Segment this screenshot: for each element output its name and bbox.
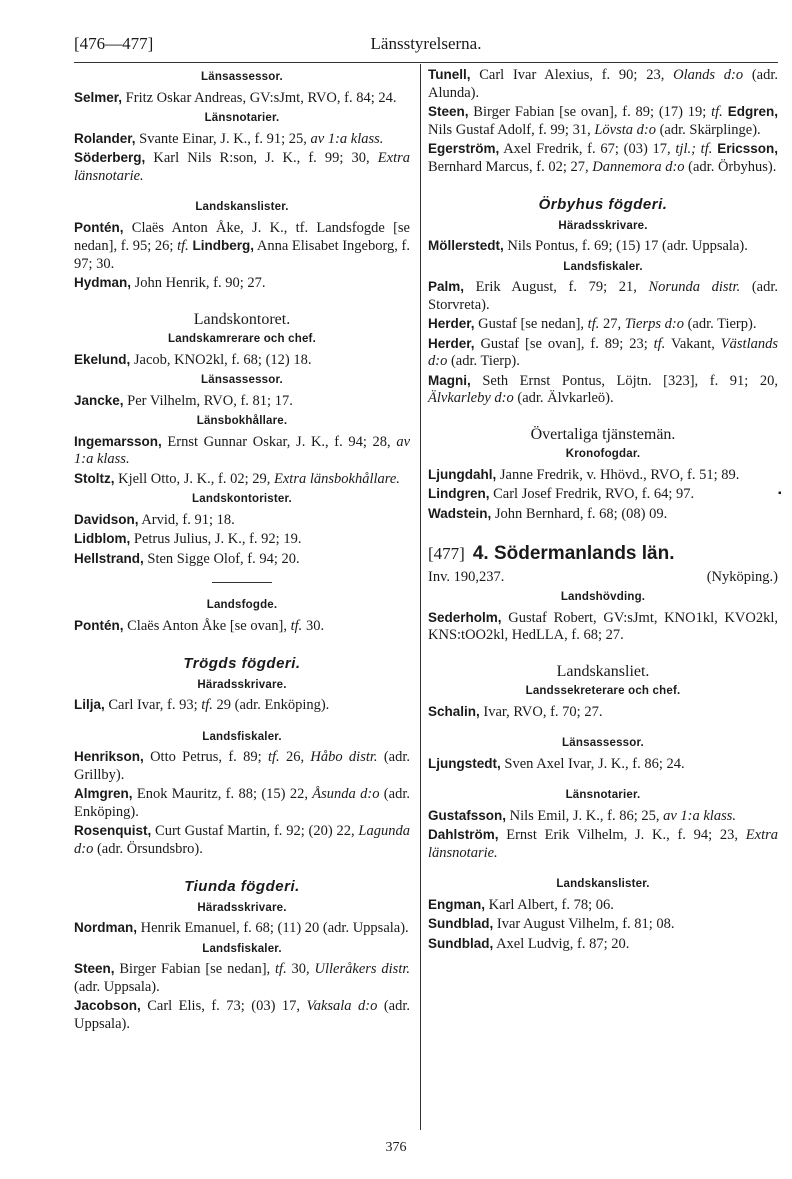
person-surname: Steen, bbox=[74, 961, 115, 976]
section-heading: Landskamrerare och chef. bbox=[168, 333, 316, 345]
entry-text: (adr. Skärplinge). bbox=[655, 121, 761, 138]
person-entry bbox=[428, 335, 778, 371]
left-column bbox=[74, 66, 410, 1034]
section-heading: Häradsskrivare. bbox=[558, 219, 648, 232]
spacer bbox=[74, 716, 410, 726]
entry-text: John Henrik, f. 90; 27. bbox=[131, 275, 266, 291]
entry-italic: Extra länsbokhållare. bbox=[274, 470, 400, 487]
person-surname: Wadstein, bbox=[428, 505, 492, 521]
person-surname: Nordman, bbox=[74, 920, 138, 935]
person-entry bbox=[74, 130, 410, 149]
district-heading: Örbyhus fögderi. bbox=[538, 196, 668, 213]
person-surname: Tunell, bbox=[428, 67, 471, 82]
running-title: Länsstyrelserna. bbox=[370, 34, 482, 53]
section-heading: Länsassessor. bbox=[562, 737, 644, 749]
entry-text: Carl Ivar, f. 93; bbox=[104, 697, 202, 713]
person-entry bbox=[74, 274, 410, 293]
entry-text: Kjell Otto, J. K., f. 02; 29, bbox=[114, 470, 274, 487]
entry-italic: Lövsta d:o bbox=[594, 121, 656, 138]
entry-text: (adr. Alunda). bbox=[428, 67, 778, 101]
entry-text: Claës Anton Åke, J. K., tf. Landsfogde [se nedan], f. 95; 26; bbox=[74, 219, 410, 254]
person-entry bbox=[74, 149, 410, 185]
entry-text: Otto Petrus, f. 89; bbox=[143, 749, 268, 765]
entry-text: Claës Anton Åke [se ovan], bbox=[123, 617, 291, 634]
entry-text: Vakant, bbox=[665, 335, 721, 352]
entry-text: Axel Fredrik, f. 67; (03) 17, bbox=[499, 141, 676, 157]
person-surname: Lilja, bbox=[74, 697, 105, 712]
person-entry bbox=[428, 807, 778, 826]
person-surname: Selmer, bbox=[74, 89, 123, 105]
section-heading: Landshövding. bbox=[560, 591, 646, 603]
entry-italic: av 1:a klass. bbox=[74, 433, 410, 467]
entry-text: Ernst Erik Vilhelm, J. K., f. 94; 23, bbox=[498, 827, 746, 843]
county-heading bbox=[428, 545, 778, 563]
entry-text: (adr. Grillby). bbox=[74, 749, 411, 783]
entry-text: Sten Sigge Olof, f. 94; 20. bbox=[143, 550, 300, 567]
person-entry bbox=[74, 511, 410, 530]
right-column bbox=[428, 66, 778, 954]
section-heading: Häradsskrivare. bbox=[197, 678, 287, 691]
person-entry bbox=[74, 822, 410, 858]
entry-text: 30, bbox=[286, 961, 315, 977]
entry-italic: tjl.; tf. bbox=[675, 141, 713, 157]
person-entry bbox=[74, 997, 410, 1033]
section-heading: Länsassessor. bbox=[201, 71, 283, 83]
person-surname: Herder, bbox=[428, 335, 475, 351]
person-surname: Sundblad, bbox=[428, 935, 494, 951]
spacer bbox=[428, 863, 778, 873]
person-surname: Edgren, bbox=[722, 104, 778, 119]
entry-italic: Ulleråkers distr. bbox=[314, 961, 411, 977]
person-entry bbox=[428, 505, 778, 524]
person-surname: Egerström, bbox=[428, 141, 500, 156]
person-surname: Rolander, bbox=[74, 130, 136, 146]
entry-text: Seth Ernst Pontus, Löjtn. [323], f. 91; 20, bbox=[470, 372, 778, 389]
person-surname: Ericsson, bbox=[712, 141, 778, 156]
person-entry bbox=[74, 550, 410, 569]
person-entry bbox=[428, 609, 778, 645]
entry-text: (adr. Örsundsbro). bbox=[93, 840, 203, 857]
county-title: 4. Södermanlands län. bbox=[472, 543, 675, 564]
entry-text: Henrik Emanuel, f. 68; (11) 20 (adr. Uppsala). bbox=[137, 920, 409, 936]
person-surname: Ingemarsson, bbox=[74, 433, 162, 449]
person-entry bbox=[428, 896, 778, 915]
entry-text: (adr. Tierp). bbox=[683, 316, 757, 332]
entry-italic: tf. bbox=[275, 961, 287, 977]
person-entry bbox=[74, 470, 410, 489]
person-surname: Herder, bbox=[428, 316, 475, 331]
person-surname: Jancke, bbox=[74, 392, 124, 408]
entry-italic: tf. bbox=[201, 697, 213, 713]
entry-text: Jacob, KNO2kl, f. 68; (12) 18. bbox=[130, 351, 312, 368]
person-entry bbox=[428, 935, 778, 954]
entry-italic: tf. bbox=[177, 238, 189, 254]
entry-text: Sven Axel Ivar, J. K., f. 86; 24. bbox=[500, 755, 685, 772]
entry-text: Carl Elis, f. 73; (03) 17, bbox=[140, 998, 307, 1014]
running-header bbox=[74, 34, 778, 60]
person-entry bbox=[428, 237, 778, 256]
entry-text: (adr. Storvreta). bbox=[428, 279, 778, 313]
entry-text: Birger Fabian [se ovan], f. 89; (17) 19; bbox=[468, 104, 712, 120]
person-surname: Dahlström, bbox=[428, 827, 499, 842]
page-number: 376 bbox=[385, 1140, 407, 1155]
entry-text: Erik August, f. 79; 21, bbox=[464, 279, 649, 295]
person-entry bbox=[428, 755, 778, 774]
entry-italic: Norunda distr. bbox=[648, 279, 741, 295]
section-heading: Länsbokhållare. bbox=[196, 415, 288, 427]
person-surname: Möllerstedt, bbox=[428, 238, 504, 253]
entry-italic: Dannemora d:o bbox=[592, 158, 685, 175]
person-surname: Lidblom, bbox=[74, 531, 131, 546]
entry-text: Curt Gustaf Martin, f. 92; (20) 22, bbox=[151, 823, 359, 839]
person-entry bbox=[428, 915, 778, 934]
entry-text: Janne Fredrik, v. Hhövd., RVO, f. 51; 89. bbox=[496, 466, 740, 483]
entry-text: Anna Elisabet Ingeborg, f. 97; 30. bbox=[74, 238, 411, 272]
person-surname: Gustafsson, bbox=[428, 807, 507, 823]
person-surname: Ljungstedt, bbox=[428, 755, 501, 771]
section-heading: Häradsskrivare. bbox=[197, 901, 287, 914]
entry-text: Enok Mauritz, f. 88; (15) 22, bbox=[132, 786, 313, 802]
person-entry bbox=[428, 826, 778, 862]
person-surname: Davidson, bbox=[74, 511, 139, 527]
population-line bbox=[428, 569, 778, 587]
entry-text: (adr. Örbyhus). bbox=[684, 158, 777, 175]
section-heading: Kronofogdar. bbox=[565, 448, 641, 460]
entry-text: (adr. Tierp). bbox=[447, 353, 520, 369]
entry-text: Arvid, f. 91; 18. bbox=[138, 511, 235, 528]
person-entry bbox=[74, 617, 410, 636]
section-heading: Landssekreterare och chef. bbox=[525, 685, 681, 697]
spacer bbox=[428, 774, 778, 784]
entry-text: Karl Nils R:son, J. K., f. 99; 30, bbox=[145, 150, 378, 166]
person-surname: Lindberg, bbox=[188, 238, 255, 253]
person-entry bbox=[74, 919, 410, 938]
person-entry bbox=[428, 103, 778, 139]
person-entry bbox=[74, 351, 410, 370]
person-surname: Sundblad, bbox=[428, 916, 494, 931]
entry-text: (adr. Älvkarleö). bbox=[513, 390, 614, 406]
person-entry bbox=[74, 433, 410, 469]
entry-text: 26, bbox=[279, 749, 311, 765]
office-heading: Övertaliga tjänstemän. bbox=[530, 425, 676, 443]
entry-text: Gustaf [se nedan], bbox=[474, 316, 588, 332]
person-entry bbox=[74, 785, 410, 821]
person-entry bbox=[74, 748, 410, 784]
person-surname: Pontén, bbox=[74, 219, 124, 235]
county-page-ref: [477] bbox=[428, 544, 465, 563]
person-surname: Ekelund, bbox=[74, 351, 131, 367]
entry-text: Fritz Oskar Andreas, GV:sJmt, RVO, f. 84; 24. bbox=[122, 89, 397, 106]
margin-dot: ▪ bbox=[778, 488, 782, 499]
section-rule bbox=[212, 582, 272, 583]
entry-text: (adr. Enköping). bbox=[74, 786, 410, 820]
entry-italic: Västlands d:o bbox=[428, 335, 778, 369]
person-surname: Ljungdahl, bbox=[428, 466, 497, 482]
person-surname: Jacobson, bbox=[74, 998, 141, 1013]
entry-italic: Lagunda d:o bbox=[74, 823, 410, 857]
header-rule bbox=[74, 62, 778, 63]
entry-text: 30. bbox=[302, 617, 325, 634]
person-surname: Almgren, bbox=[74, 786, 133, 801]
entry-italic: tf. bbox=[711, 104, 723, 120]
spacer bbox=[74, 186, 410, 196]
person-surname: Sederholm, bbox=[428, 609, 502, 625]
section-heading: Länsassessor. bbox=[201, 374, 283, 386]
person-entry bbox=[428, 372, 778, 408]
person-surname: Rosenquist, bbox=[74, 823, 152, 838]
entry-text: Birger Fabian [se nedan], bbox=[114, 961, 276, 977]
entry-text: Ivar, RVO, f. 70; 27. bbox=[479, 703, 603, 720]
entry-text: John Bernhard, f. 68; (08) 09. bbox=[491, 505, 668, 522]
person-entry bbox=[428, 703, 778, 722]
person-surname: Hydman, bbox=[74, 275, 132, 290]
entry-italic: Älvkarleby d:o bbox=[428, 390, 514, 406]
entry-text: Gustaf [se ovan], f. 89; 23; bbox=[474, 335, 654, 352]
person-surname: Söderberg, bbox=[74, 150, 146, 165]
column-divider bbox=[420, 64, 421, 1130]
entry-text: Carl Josef Fredrik, RVO, f. 64; 97. bbox=[489, 486, 695, 502]
person-surname: Lindgren, bbox=[428, 486, 490, 501]
person-surname: Hellstrand, bbox=[74, 550, 144, 566]
person-surname: Schalin, bbox=[428, 703, 480, 719]
section-heading: Landsfiskaler. bbox=[202, 730, 282, 743]
section-heading: Landskanslister. bbox=[195, 201, 289, 213]
entry-italic: Tierps d:o bbox=[624, 316, 684, 332]
entry-text: Gustaf Robert, GV:sJmt, KNO1kl, KVO2kl, KNS:tOO2kl, HedLLA, f. 68; 27. bbox=[428, 609, 778, 643]
section-heading: Landskanslister. bbox=[556, 878, 650, 890]
population: Inv. 190,237. bbox=[428, 568, 505, 585]
person-entry bbox=[74, 392, 410, 411]
section-heading: Länsnotarier. bbox=[204, 112, 280, 124]
section-heading: Landsfiskaler. bbox=[563, 260, 643, 273]
entry-text: 29 (adr. Enköping). bbox=[212, 697, 330, 713]
district-heading: Trögds fögderi. bbox=[183, 655, 301, 672]
section-heading: Landsfiskaler. bbox=[202, 942, 282, 955]
office-heading: Landskontoret. bbox=[193, 310, 291, 328]
person-surname: Steen, bbox=[428, 104, 469, 119]
person-entry bbox=[74, 960, 410, 996]
county-seat: (Nyköping.) bbox=[706, 568, 778, 585]
entry-italic: tf. bbox=[290, 617, 303, 634]
spacer bbox=[428, 722, 778, 732]
entry-italic: Extra länsnotarie. bbox=[74, 150, 410, 184]
entry-text: Bernhard Marcus, f. 02; 27, bbox=[428, 158, 593, 175]
person-surname: Palm, bbox=[428, 279, 465, 294]
section-heading: Länsnotarier. bbox=[565, 789, 641, 801]
person-entry bbox=[428, 485, 778, 504]
person-entry bbox=[428, 66, 778, 102]
entry-text: Nils Gustaf Adolf, f. 99; 31, bbox=[428, 121, 595, 138]
person-surname: Henrikson, bbox=[74, 749, 144, 764]
entry-italic: tf. bbox=[653, 335, 666, 352]
entry-italic: Håbo distr. bbox=[310, 749, 378, 765]
entry-text: Karl Albert, f. 78; 06. bbox=[485, 896, 614, 913]
entry-text: Per Vilhelm, RVO, f. 81; 17. bbox=[123, 392, 293, 409]
person-entry bbox=[74, 89, 410, 108]
page-reference: [476—477] bbox=[74, 34, 154, 53]
entry-italic: av 1:a klass. bbox=[663, 807, 736, 824]
district-heading: Tiunda fögderi. bbox=[184, 878, 300, 895]
person-entry bbox=[428, 466, 778, 485]
entry-text: Ivar August Vilhelm, f. 81; 08. bbox=[493, 916, 675, 932]
entry-text: Svante Einar, J. K., f. 91; 25, bbox=[135, 130, 311, 147]
entry-italic: tf. bbox=[587, 316, 600, 332]
person-entry bbox=[428, 278, 778, 314]
section-heading: Landskontorister. bbox=[192, 493, 292, 505]
entry-italic: Extra länsnotarie. bbox=[428, 827, 778, 861]
person-surname: Magni, bbox=[428, 372, 471, 388]
entry-italic: Vaksala d:o bbox=[306, 998, 378, 1014]
person-entry bbox=[428, 140, 778, 176]
person-entry bbox=[428, 315, 778, 334]
entry-italic: Olands d:o bbox=[673, 67, 744, 83]
person-surname: Engman, bbox=[428, 896, 486, 912]
entry-text: Carl Ivar Alexius, f. 90; 23, bbox=[470, 67, 674, 83]
entry-text: (adr. Uppsala). bbox=[74, 978, 160, 995]
entry-text: Nils Emil, J. K., f. 86; 25, bbox=[506, 807, 664, 824]
entry-text: Nils Pontus, f. 69; (15) 17 (adr. Uppsala). bbox=[503, 238, 748, 254]
entry-text: Ernst Gunnar Oskar, J. K., f. 94; 28, bbox=[161, 433, 397, 450]
person-entry bbox=[74, 696, 410, 715]
person-entry bbox=[74, 530, 410, 549]
section-heading: Landsfogde. bbox=[206, 599, 278, 611]
entry-text: Axel Ludvig, f. 87; 20. bbox=[493, 935, 630, 952]
entry-italic: av 1:a klass. bbox=[310, 130, 384, 147]
office-heading: Landskansliet. bbox=[556, 662, 650, 680]
entry-text: Petrus Julius, J. K., f. 92; 19. bbox=[130, 531, 302, 547]
person-entry bbox=[74, 219, 410, 274]
entry-text: 27, bbox=[599, 316, 625, 332]
person-surname: Pontén, bbox=[74, 617, 124, 633]
entry-text: (adr. Uppsala). bbox=[74, 998, 410, 1032]
entry-italic: Åsunda d:o bbox=[312, 786, 380, 802]
entry-italic: tf. bbox=[267, 749, 280, 765]
person-surname: Stoltz, bbox=[74, 470, 115, 486]
